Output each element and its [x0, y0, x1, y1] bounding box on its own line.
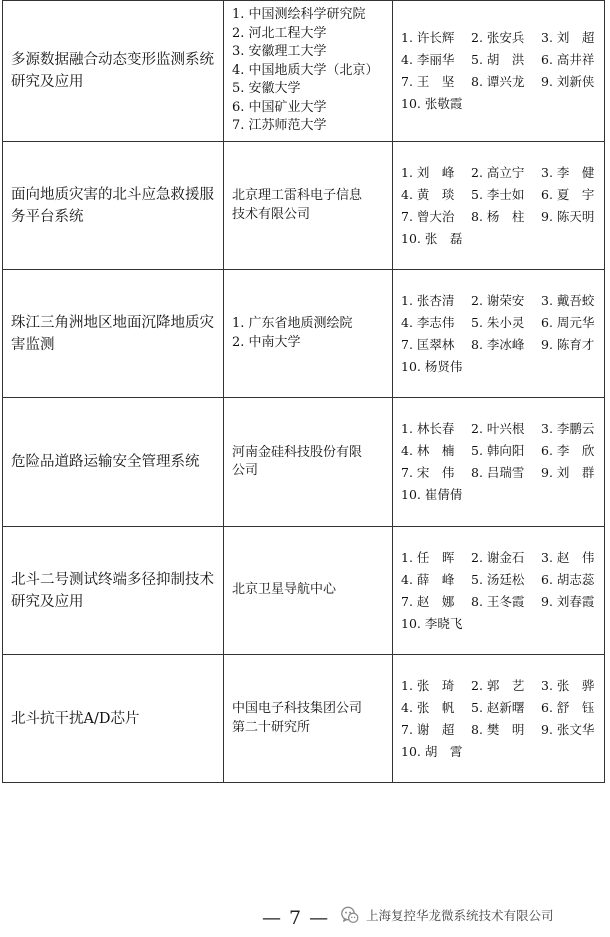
award-table [2, 0, 605, 783]
person-name: 1. 任 晖 [401, 549, 455, 565]
people-cell [393, 142, 605, 270]
unit-item: 2. 河北工程大学 [232, 25, 327, 41]
person-name: 7. 谢 超 [401, 721, 455, 737]
person-name: 6. 高井祥 [541, 52, 595, 67]
person-name: 4. 薛 峰 [401, 571, 455, 587]
person-name: 1. 林长春 [401, 421, 455, 436]
person-name: 7. 宋 伟 [401, 465, 455, 480]
person-name: 6. 舒 钰 [541, 699, 595, 715]
person-name: 3. 李 健 [541, 164, 595, 180]
unit-item: 公司 [232, 463, 259, 478]
person-name: 10. 李晓飞 [401, 615, 463, 631]
unit-item: 中国电子科技集团公司 [232, 701, 363, 716]
person-name: 4. 张 帆 [401, 699, 455, 715]
person-name: 9. 刘 群 [541, 465, 595, 480]
person-name: 9. 陈天明 [541, 208, 595, 224]
wechat-icon [340, 905, 360, 925]
unit-cell [224, 270, 393, 398]
table-row [3, 655, 605, 783]
wechat-watermark [340, 904, 554, 926]
person-name: 8. 吕瑞雪 [471, 465, 525, 480]
unit-item: 1. 广东省地质测绘院 [232, 316, 353, 331]
person-name: 4. 黄 琰 [401, 186, 455, 202]
people-cell [393, 398, 605, 527]
person-name: 6. 李 欣 [541, 443, 595, 458]
person-name: 5. 李士如 [471, 186, 525, 202]
table-row [3, 270, 605, 398]
unit-cell [224, 398, 393, 527]
person-name: 9. 刘新侠 [541, 74, 595, 89]
person-name: 8. 王冬霞 [471, 593, 525, 609]
person-name: 2. 谢荣安 [471, 292, 525, 308]
person-name: 1. 刘 峰 [401, 164, 455, 180]
person-name: 2. 谢金石 [471, 549, 525, 565]
person-name: 7. 曾大治 [401, 208, 455, 224]
person-name: 2. 叶兴根 [471, 421, 525, 436]
project-name-cell: 北斗抗干扰A/D芯片 [3, 655, 224, 783]
person-name: 3. 李鹏云 [541, 421, 595, 436]
unit-item: 技术有限公司 [232, 206, 311, 222]
people-cell [393, 1, 605, 142]
person-name: 8. 杨 柱 [471, 208, 525, 224]
person-name: 1. 张杏清 [401, 292, 455, 308]
person-name: 1. 许长辉 [401, 30, 455, 45]
unit-item: 北京卫星导航中心 [232, 582, 337, 598]
person-name: 5. 韩向阳 [471, 443, 525, 458]
person-name: 5. 朱小灵 [471, 314, 525, 330]
table-row [3, 398, 605, 527]
table-row [3, 1, 605, 142]
table-row [3, 527, 605, 655]
person-name: 10. 崔倩倩 [401, 487, 463, 502]
page-number: — 7 — [262, 907, 330, 929]
person-name: 3. 刘 超 [541, 30, 595, 45]
person-name: 9. 陈育才 [541, 336, 595, 352]
person-name: 9. 刘春霞 [541, 593, 595, 609]
person-name: 3. 赵 伟 [541, 549, 595, 565]
people-cell [393, 655, 605, 783]
person-name: 7. 匡翠林 [401, 336, 455, 352]
project-name-cell: 危险品道路运输安全管理系统 [3, 398, 224, 527]
person-name: 6. 胡志蕊 [541, 571, 595, 587]
unit-item: 1. 中国测绘科学研究院 [232, 7, 366, 23]
unit-item: 7. 江苏师范大学 [232, 118, 327, 134]
unit-cell [224, 527, 393, 655]
person-name: 8. 谭兴龙 [471, 74, 525, 89]
people-cell [393, 527, 605, 655]
unit-cell [224, 142, 393, 270]
unit-item: 2. 中南大学 [232, 334, 301, 350]
person-name: 3. 戴吾蛟 [541, 292, 595, 308]
person-name: 5. 胡 洪 [471, 52, 525, 67]
person-name: 9. 张文华 [541, 721, 595, 737]
project-name-cell: 多源数据融合动态变形监测系统研究及应用 [3, 1, 224, 142]
person-name: 10. 胡 霄 [401, 743, 463, 759]
brand-name: 上海复控华龙微系统技术有限公司 [366, 908, 554, 923]
person-name: 10. 张敬霞 [401, 96, 463, 111]
unit-item: 第二十研究所 [232, 719, 311, 735]
unit-item: 北京理工雷科电子信息 [232, 188, 363, 203]
person-name: 7. 赵 娜 [401, 593, 455, 609]
person-name: 2. 高立宁 [471, 164, 525, 180]
person-name: 7. 王 坚 [401, 74, 455, 89]
unit-item: 3. 安徽理工大学 [232, 44, 327, 60]
unit-cell [224, 655, 393, 783]
unit-item: 5. 安徽大学 [232, 81, 301, 97]
table-row [3, 142, 605, 270]
person-name: 10. 杨贤伟 [401, 358, 463, 374]
person-name: 8. 樊 明 [471, 721, 525, 737]
person-name: 4. 林 楠 [401, 443, 455, 458]
person-name: 2. 郭 艺 [471, 677, 525, 693]
person-name: 3. 张 骅 [541, 677, 595, 693]
person-name: 1. 张 琦 [401, 677, 455, 693]
unit-item: 6. 中国矿业大学 [232, 99, 327, 115]
unit-cell [224, 1, 393, 142]
person-name: 4. 李志伟 [401, 314, 455, 330]
project-name-cell: 珠江三角洲地区地面沉降地质灾害监测 [3, 270, 224, 398]
person-name: 2. 张安兵 [471, 30, 525, 45]
unit-item: 河南金硅科技股份有限 [232, 444, 363, 460]
person-name: 5. 赵新曙 [471, 699, 525, 715]
person-name: 6. 周元华 [541, 314, 595, 330]
people-cell [393, 270, 605, 398]
person-name: 4. 李丽华 [401, 52, 455, 67]
person-name: 10. 张 磊 [401, 230, 463, 246]
person-name: 8. 李冰峰 [471, 336, 525, 352]
person-name: 6. 夏 宇 [541, 186, 595, 202]
unit-item: 4. 中国地质大学（北京） [232, 62, 379, 78]
project-name-cell: 北斗二号测试终端多径抑制技术研究及应用 [3, 527, 224, 655]
person-name: 5. 汤廷松 [471, 571, 525, 587]
project-name-cell: 面向地质灾害的北斗应急救援服务平台系统 [3, 142, 224, 270]
